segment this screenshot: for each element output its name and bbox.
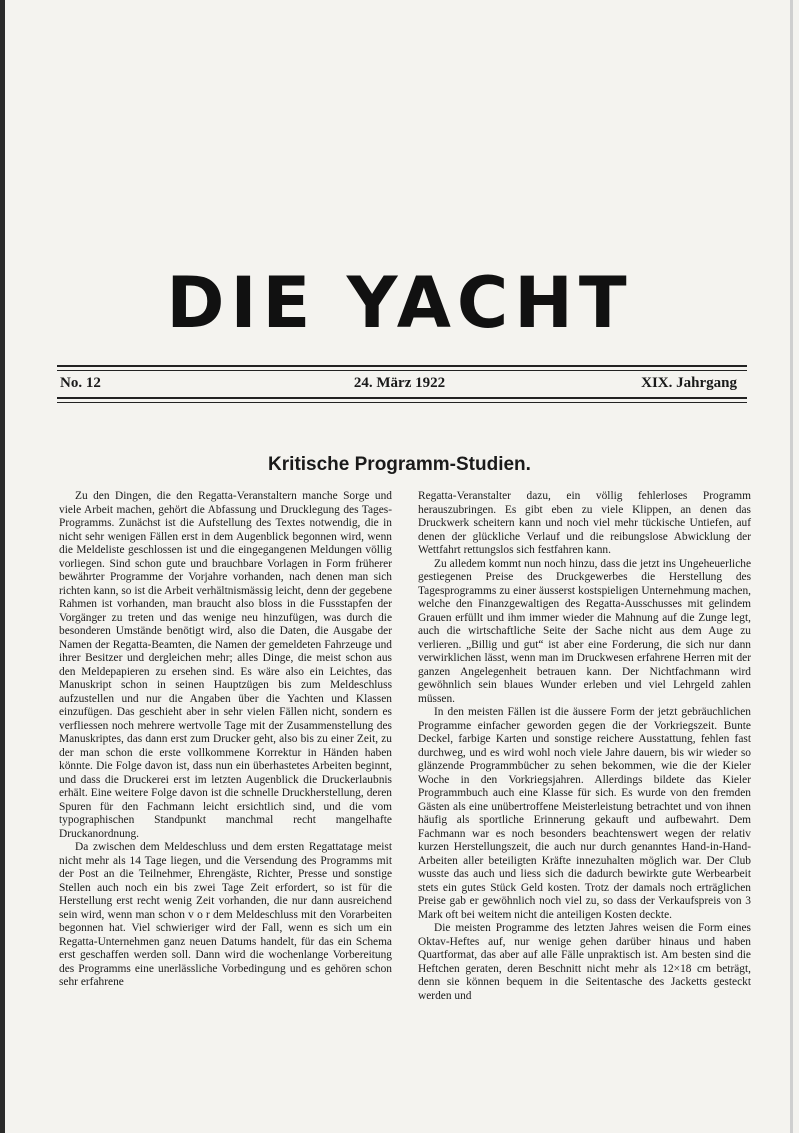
paragraph: In den meisten Fällen ist die äussere Form der jetzt gebräuchlichen Programme einfacher geworden gegen die der Vorkriegszeit. Bunte Deckel, farbige Karten und sonstige reichere Ausstattung, fehlen fast durchweg, und es wird wohl noch viele Jahre dauern, bis wir wieder so glänzende Programmbücher zu sehen bekommen, wie die der Kieler Woche in den Vorkriegsjahren. Allerdings bildete das Kieler Programmbuch auch eine Klasse für sich. Es wurde von den fremden Gästen als eine unübertroffene Meisterleistung betrachtet und von ihnen häufig als sportliche Erinnerung gekauft und aufbewahrt. Dem Fachmann war es noch besonders beachtenswert wegen der relativ kurzen Herstellungszeit, die auch nur durch genanntes Hand-in-Hand-Arbeiten aller beteiligten Kräfte innezuhalten möglich war. Der Club wusste das auch und liess sich die dadurch bewirkte gute Werbearbeit stets ein gutes Stück Geld kosten. Trotz der damals noch erträglichen Preise gab er gewöhnlich noch viel zu, so dass der Verkaufspreis von 3 Mark oft bei weitem nicht die anteiligen Kosten deckte.: [418, 706, 751, 921]
paragraph: Zu alledem kommt nun noch hinzu, dass die jetzt ins Ungeheuerliche gestiegenen Preise des Druckgewerbes die Herstellung des Tagesprogramms zu einer äusserst kostspieligen Unternehmung machen, welche den Finanzgewaltigen des Regatta-Ausschusses mit gelindem Grauen erfüllt und ihm immer wieder die Mahnung auf die Zunge legt, auch die wirtschaftliche Seite der Sache nicht aus dem Auge zu verlieren. „Billig und gut“ ist aber eine Forderung, die sich nur dann verwirklichen lässt, wenn man im Druckwesen erfahrene Herren mit der ganzen Angelegenheit betrauen kann. Der Nichtfachmann wird gewöhnlich sein blaues Wunder erleben und viel Lehrgeld zahlen müssen.: [418, 557, 751, 705]
article-title: Kritische Programm-Studien.: [268, 454, 531, 475]
article-column-left: [59, 490, 392, 990]
scan-right-edge: [790, 0, 793, 1133]
scan-left-edge: [0, 0, 5, 1133]
masthead-rule-top-thin: [57, 370, 747, 371]
paragraph: Regatta-Veranstalter dazu, ein völlig fehlerloses Programm herauszubringen. Es gibt eben zu viele Klippen, an denen das Druckwerk scheitern kann und noch viel mehr tückische Untiefen, auf denen der glückliche Verlauf und die reibungslose Abwicklung der Wettfahrt rettungslos sich festfahren kann.: [418, 490, 751, 556]
issue-number: No. 12: [60, 375, 101, 391]
masthead-rule-bottom: [57, 397, 747, 399]
issue-date: 24. März 1922: [353, 375, 446, 391]
paragraph: Die meisten Programme des letzten Jahres weisen die Form eines Oktav-Heftes auf, nur wenige gehen darüber hinaus und haben Quartformat, das aber auf alle Fälle unpraktisch ist. Am besten sind die Heftchen geraten, deren Beschnitt nicht mehr als 12×18 cm beträgt, denn sie können bequem in die Seitentasche des Jacketts gesteckt werden und: [418, 922, 751, 1002]
masthead-rule-top: [57, 365, 747, 367]
paragraph: Zu den Dingen, die den Regatta-Veranstaltern manche Sorge und viele Arbeit machen, gehört die Abfassung und Drucklegung des Tages-Programms. Zunächst ist die Aufstellung des Textes notwendig, die in nicht sehr wenigen Fällen erst in dem Augenblick begonnen wird, wenn die Meldeliste geschlossen ist und die eingegangenen Meldungen völlig vorliegen. Sind schon gute und brauchbare Vorlagen in Form früherer bewährter Programme der Vorjahre vorhanden, nach denen man sich richten kann, so ist die Arbeit verhältnismässig leicht, denn der gegebene Rahmen ist vorhanden, man braucht also bloss in die Fussstapfen der Vorgänger zu treten und das wenige neu hinzufügen, was durch die besonderen Umstände benötigt wird, also die Daten, die Ausgabe der Namen der Regatta-Beamten, die Namen der gemeldeten Fahrzeuge und ihrer Besitzer und dergleichen mehr; alles Dinge, die meist schon aus den Meldepapieren zu ersehen sind. Es wäre also ein Leichtes, das Manuskript schon in seinen Hauptzügen bis zum Meldeschluss aufzustellen und nur die Angaben über die Yachten und Klassen einzufügen. Das geschieht aber in sehr vielen Fällen nicht, sondern es verfliessen noch mehrere wertvolle Tage mit der Zusammenstellung des Manuskriptes, das dann erst zum Drucker geht, also bis zu einer Zeit, zu der man schon die erste vollkommene Korrektur in Händen haben könnte. Die Folge davon ist, dass nun ein überhastetes Arbeiten beginnt, und dass die Druckerei erst im letzten Augenblick die Druckerlaubnis erhält. Eine weitere Folge davon ist die schnelle Druckherstellung, deren Spuren für den Fachmann leicht ersichtlich sind, und die vom typographischen Standpunkt manchmal recht mangelhafte Druckanordnung.: [59, 490, 392, 840]
paragraph: Da zwischen dem Meldeschluss und dem ersten Regattatage meist nicht mehr als 14 Tage liegen, und die Versendung des Programms mit der Post an die Teilnehmer, Ehrengäste, Richter, Presse und sonstige Stellen auch noch ein bis zwei Tage Zeit erfordert, so ist für die Herstellung erst recht wenig Zeit vorhanden, die nur dann ausreichend sein wird, wenn man schon v o r dem Meldeschluss mit den Vorarbeiten begonnen hat. Viel schwieriger wird der Fall, wenn es sich um ein Regatta-Unternehmen ganz neuen Datums handelt, für das ein Schema erst geschaffen werden soll. Dann wird die wochenlange Vorbereitung des Programms eine unerlässliche Vorbedingung und es gehören schon sehr erfahrene: [59, 841, 392, 988]
issue-volume: XIX. Jahrgang: [641, 375, 737, 391]
masthead-rule-bottom-thin: [57, 402, 747, 403]
masthead-title: DIE YACHT: [166, 262, 633, 344]
article-column-right: [418, 490, 751, 1003]
